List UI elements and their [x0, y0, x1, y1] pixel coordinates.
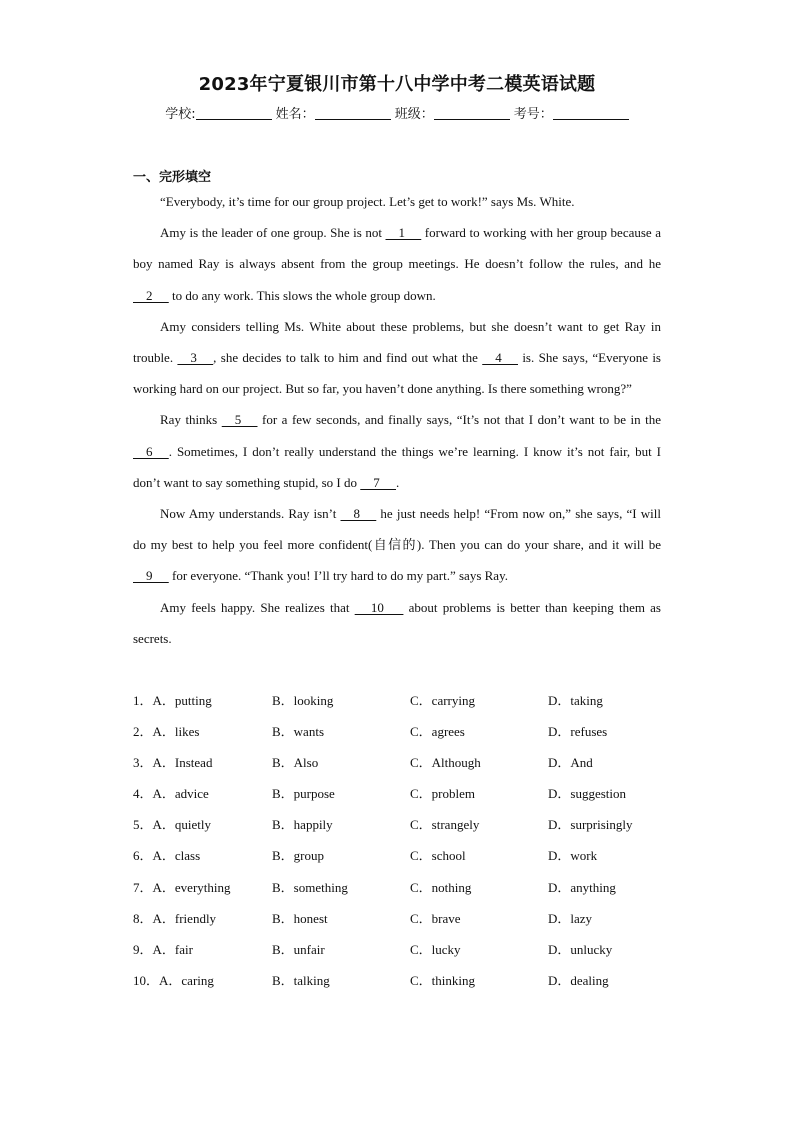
passage-text: Now Amy understands. Ray isn’t [160, 506, 341, 522]
answer-option[interactable] [548, 747, 593, 778]
question-row [133, 903, 673, 934]
answer-option[interactable] [548, 809, 633, 840]
answer-option[interactable] [410, 747, 481, 778]
answer-option[interactable] [133, 934, 193, 965]
question-row [133, 747, 673, 778]
info-exam-number [514, 103, 629, 122]
question-number: 6． [133, 848, 153, 864]
passage-text: , she decides to talk to him and find out what the [213, 350, 483, 366]
answer-option-label: A．everything [152, 879, 231, 895]
answer-option-label: D．unlucky [548, 941, 613, 957]
cloze-blank[interactable]: 3 [177, 350, 214, 366]
answer-option[interactable] [272, 934, 325, 965]
answer-option[interactable] [548, 934, 612, 965]
cloze-blank[interactable]: 7 [360, 474, 397, 490]
answer-option-label: B．something [272, 879, 348, 895]
question-row [133, 872, 673, 903]
question-number: 3． [133, 755, 153, 771]
answer-option[interactable] [272, 872, 348, 903]
section-heading: 一、完形填空 [133, 170, 212, 185]
passage-paragraph [133, 311, 661, 405]
answer-option-label: A．advice [152, 786, 209, 802]
passage-paragraph [133, 498, 661, 592]
cloze-blank[interactable]: 6 [133, 443, 169, 459]
passage-text: is. She says, “Everyone is working hard on our project. But so far, you haven’t done anything. Is there something wrong?” [133, 350, 661, 397]
answer-option-label: A．quietly [152, 817, 212, 833]
answer-option[interactable] [548, 778, 626, 809]
answer-option[interactable] [272, 716, 324, 747]
answer-option[interactable] [548, 685, 603, 716]
answer-option-label: B．purpose [272, 786, 335, 802]
answer-option-label: A．caring [159, 972, 214, 988]
passage-text: to do any work. This slows the whole group down. [168, 287, 436, 303]
answer-option-label: C．brave [410, 910, 461, 926]
answer-option[interactable] [548, 872, 616, 903]
answer-option[interactable] [133, 809, 211, 840]
answer-option[interactable] [410, 872, 471, 903]
passage-text: forward to working with her group because a boy named Ray is always absent from the group meetings. He doesn’t follow the rules, and he [133, 225, 661, 272]
answer-option-label: A．putting [152, 693, 212, 708]
answer-option[interactable] [133, 872, 231, 903]
question-row [133, 965, 673, 996]
passage-text: for everyone. “Thank you! I’ll try hard to do my part.” says Ray. [168, 568, 508, 584]
answer-option-label: D．taking [548, 693, 603, 708]
question-number: 8． [133, 910, 153, 926]
answer-option[interactable] [272, 809, 333, 840]
answer-option[interactable] [272, 840, 324, 871]
answer-option[interactable] [272, 903, 328, 934]
answer-option[interactable] [272, 965, 330, 996]
answer-option[interactable] [410, 903, 461, 934]
cloze-blank[interactable]: 2 [133, 287, 169, 303]
answer-option[interactable] [410, 965, 475, 996]
answer-option-label: D．And [548, 755, 593, 771]
question-number: 2． [133, 724, 153, 740]
answer-option-label: A．friendly [152, 910, 217, 926]
question-number: 10． [133, 972, 160, 988]
question-row [133, 809, 673, 840]
cloze-blank[interactable]: 1 [385, 225, 422, 241]
info-exam-number-label: 考号： [513, 107, 553, 122]
info-class-label: 班级： [394, 107, 434, 122]
answer-option[interactable] [410, 809, 479, 840]
answer-option[interactable] [133, 685, 212, 716]
cloze-blank[interactable]: 5 [221, 412, 258, 428]
cloze-passage [133, 186, 661, 654]
answer-option-label: A．fair [152, 941, 193, 957]
answer-option[interactable] [410, 934, 461, 965]
info-class [395, 103, 510, 122]
passage-text: he just needs help! “From now on,” she says, “I will do my best to help you feel more confident(自信的). Then you can do your share, and it will be [133, 506, 661, 553]
answer-option-label: C．problem [410, 786, 475, 802]
passage-text: Amy considers telling Ms. White about these problems, but she doesn’t want to get Ray in trouble. [133, 318, 661, 366]
question-row [133, 685, 673, 716]
answer-option-label: C．Although [410, 755, 481, 771]
answer-option-label: B．talking [272, 972, 330, 988]
student-info-row [0, 103, 794, 122]
question-number: 9． [133, 941, 153, 957]
info-name [276, 103, 391, 122]
answer-option-label: D．anything [548, 879, 616, 895]
passage-text: for a few seconds, and finally says, “It’s not that I don’t want to be in the [257, 412, 661, 428]
page-title: 2023年宁夏银川市第十八中学中考二模英语试题 [198, 74, 596, 95]
cloze-blank[interactable]: 9 [133, 568, 169, 584]
answer-option[interactable] [272, 685, 333, 716]
answer-option[interactable] [133, 903, 216, 934]
info-school [165, 103, 271, 122]
passage-text: Amy is the leader of one group. She is not [160, 225, 386, 241]
question-options [133, 685, 673, 996]
info-name-label: 姓名： [275, 107, 315, 122]
cloze-blank[interactable]: 10 [354, 599, 404, 615]
answer-option[interactable] [548, 840, 597, 871]
info-name-blank[interactable] [315, 106, 391, 120]
passage-text: Amy feels happy. She realizes that [160, 599, 355, 615]
question-row [133, 778, 673, 809]
cloze-blank[interactable]: 4 [482, 350, 518, 366]
answer-option-label: B．group [272, 848, 325, 864]
answer-option[interactable] [272, 747, 318, 778]
answer-option-label: C．thinking [410, 972, 476, 988]
passage-text: about problems is better than keeping them as secrets. [133, 599, 661, 646]
question-number: 4． [133, 786, 153, 802]
answer-option-label: D．refuses [548, 724, 608, 740]
answer-option[interactable] [410, 778, 475, 809]
passage-paragraph [133, 217, 661, 311]
question-number: 1． [133, 693, 153, 708]
question-row [133, 716, 673, 747]
passage-paragraph [133, 592, 661, 654]
answer-option-label: B．Also [272, 755, 319, 771]
passage-paragraph [133, 404, 661, 498]
passage-paragraph [133, 186, 661, 217]
answer-option-label: D．lazy [548, 910, 593, 926]
answer-option[interactable] [272, 778, 335, 809]
question-row [133, 840, 673, 871]
answer-option[interactable] [410, 685, 475, 716]
answer-option-label: C．nothing [410, 879, 472, 895]
passage-text: “Everybody, it’s time for our group project. Let’s get to work!” says Ms. White. [160, 194, 575, 209]
answer-option-label: D．surprisingly [548, 817, 633, 833]
answer-option-label: C．lucky [410, 941, 461, 957]
answer-option-label: B．unfair [272, 941, 325, 957]
question-row [133, 934, 673, 965]
answer-option-label: D．suggestion [548, 786, 627, 802]
answer-option[interactable] [133, 778, 209, 809]
answer-option[interactable] [548, 903, 592, 934]
question-number: 7． [133, 879, 153, 895]
info-school-label: 学校: [165, 107, 196, 122]
answer-option[interactable] [410, 840, 466, 871]
answer-option-label: C．agrees [410, 724, 465, 740]
answer-option-label: A．Instead [152, 755, 213, 771]
answer-option-label: C．strangely [410, 817, 480, 833]
answer-option[interactable] [133, 840, 200, 871]
answer-option[interactable] [133, 747, 212, 778]
passage-text: Ray thinks [160, 412, 222, 428]
answer-option-label: A．likes [152, 724, 200, 740]
answer-option-label: D．work [548, 848, 598, 864]
answer-option-label: C．carrying [410, 693, 475, 708]
info-school-blank[interactable] [196, 106, 272, 120]
answer-option-label: B．wants [272, 724, 325, 740]
answer-option[interactable] [410, 716, 465, 747]
passage-text: . [396, 474, 400, 490]
answer-option-label: B．looking [272, 693, 334, 708]
info-class-blank[interactable] [434, 106, 510, 120]
answer-option-label: A．class [152, 848, 201, 864]
answer-option-label: D．dealing [548, 972, 609, 988]
question-number: 5． [133, 817, 153, 833]
cloze-blank[interactable]: 8 [340, 506, 377, 522]
info-exam-number-blank[interactable] [553, 106, 629, 120]
answer-option[interactable] [133, 716, 199, 747]
answer-option-label: B．happily [272, 817, 333, 833]
answer-option[interactable] [548, 716, 607, 747]
answer-option-label: C．school [410, 848, 466, 864]
passage-text: . Sometimes, I don’t really understand the things we’re learning. I know it’s not fair, but I don’t want to say something stupid, so I do [133, 443, 661, 490]
answer-option[interactable] [133, 965, 214, 996]
answer-option-label: B．honest [272, 910, 328, 926]
answer-option[interactable] [548, 965, 609, 996]
